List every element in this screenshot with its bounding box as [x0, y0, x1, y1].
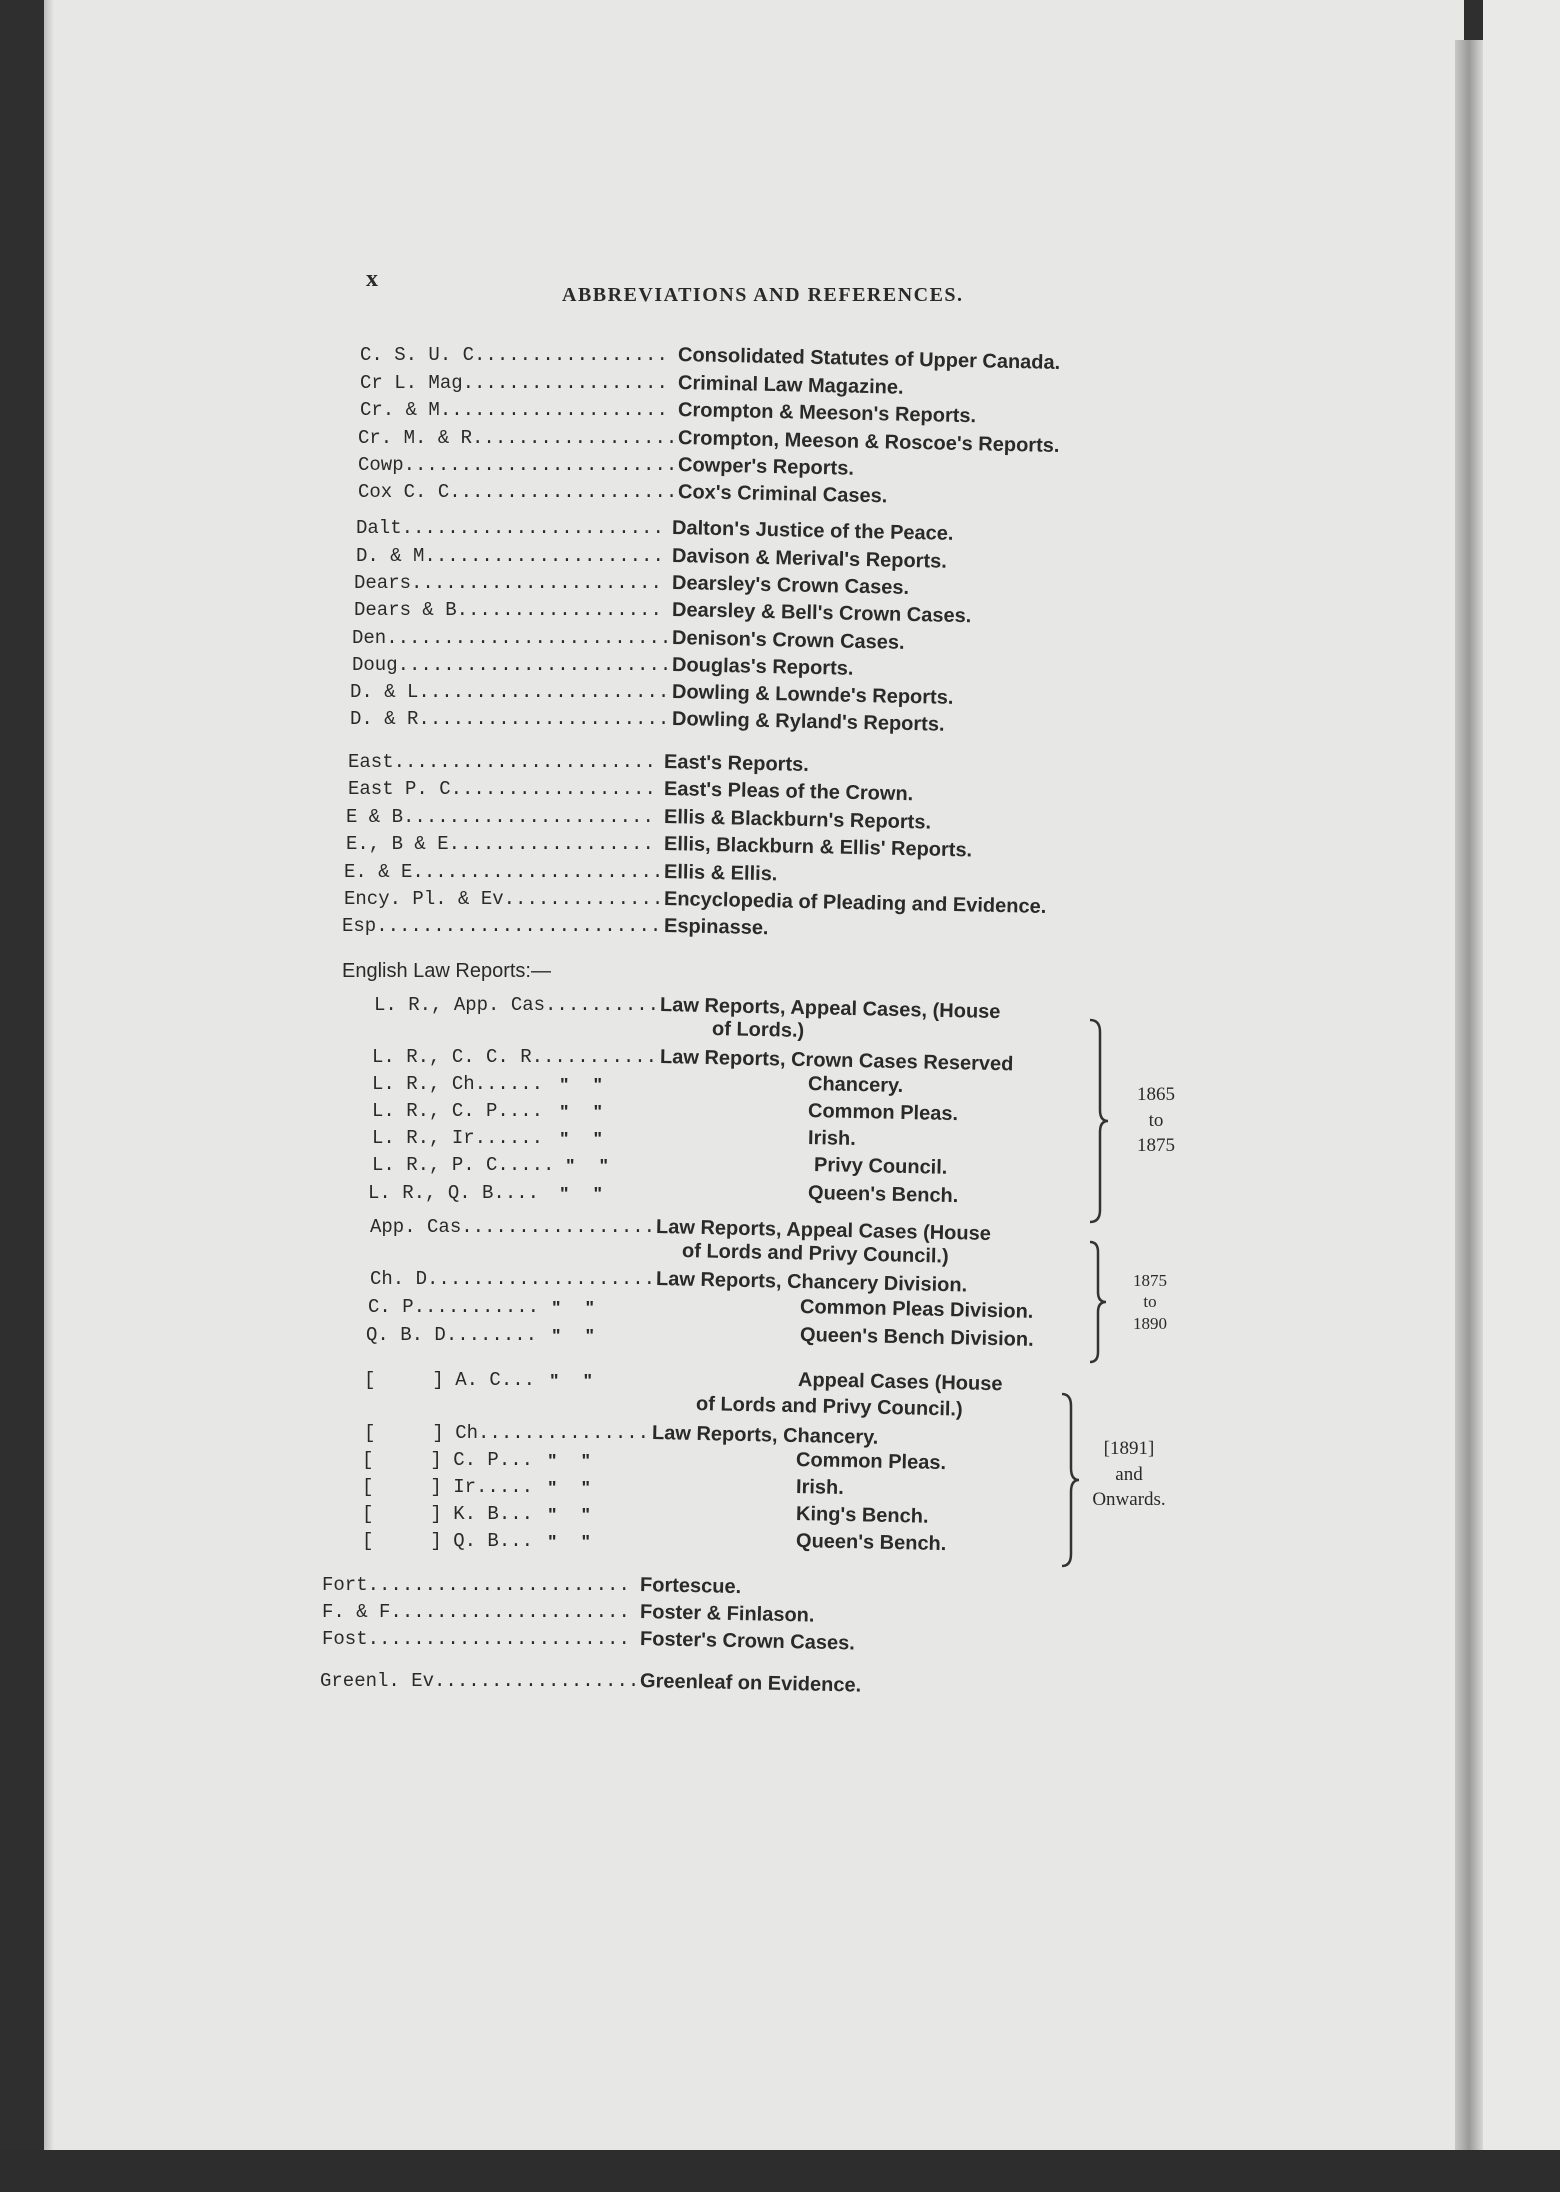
- definition: Irish.: [807, 1127, 857, 1150]
- definition: Irish.: [795, 1476, 845, 1499]
- entry-abbreviation: [368, 1296, 539, 1318]
- year-end: 1890: [1133, 1313, 1167, 1333]
- entry-abbreviation: [346, 833, 654, 855]
- ditto-marks: " ": [548, 1505, 591, 1525]
- leader-dots: ......................: [411, 572, 662, 594]
- abbreviation: Ch. D.: [370, 1268, 439, 1290]
- entry-abbreviation: [372, 1154, 554, 1176]
- abbreviation: D. & M.: [356, 545, 436, 567]
- abbreviation: Doug: [352, 654, 398, 676]
- page-heading: ABBREVIATIONS AND REFERENCES.: [562, 284, 964, 306]
- leader-dots: ..........: [545, 994, 660, 1016]
- entry-abbreviation: [362, 1476, 533, 1498]
- leader-dots: ..........: [425, 1296, 540, 1318]
- entry-abbreviation: [358, 481, 677, 503]
- leader-dots: ..: [510, 1530, 534, 1552]
- definition: Queen's Bench.: [795, 1530, 947, 1556]
- definition: Davison & Merival's Reports.: [671, 545, 948, 573]
- year-start: 1865: [1137, 1084, 1175, 1105]
- year-start: 1875: [1133, 1271, 1167, 1290]
- entry-abbreviation: [354, 599, 662, 621]
- definition: Appeal Cases (House: [797, 1369, 1003, 1396]
- leader-dots: .....: [486, 1127, 544, 1149]
- abbreviation: Greenl. Ev: [320, 1670, 435, 1692]
- ditto-marks: " ": [560, 1184, 603, 1204]
- abbreviation: [ ] Ir.: [362, 1476, 488, 1498]
- english-law-reports-heading: English Law Reports:—: [342, 960, 551, 982]
- ditto-marks: " ": [560, 1129, 603, 1149]
- page-number: x: [366, 266, 378, 292]
- definition: Law Reports, Appeal Cases, (House: [659, 994, 1001, 1024]
- leader-dots: .........................: [386, 627, 672, 649]
- definition: Dearsley & Bell's Crown Cases.: [671, 599, 972, 628]
- abbreviation: [ ] K. B.: [362, 1503, 511, 1525]
- abbreviation: Cr. & M.: [360, 399, 452, 421]
- year-end: Onwards.: [1092, 1489, 1166, 1511]
- entry-abbreviation: [322, 1628, 630, 1650]
- leader-dots: ..: [510, 1503, 534, 1525]
- entry-abbreviation: [374, 994, 659, 1016]
- definition: Dalton's Justice of the Peace.: [671, 517, 954, 545]
- abbreviation: C. S. U. C.: [360, 344, 486, 366]
- leader-dots: ...............: [478, 1422, 650, 1444]
- page-edge: [1455, 40, 1483, 2192]
- definition: Foster & Finlason.: [639, 1601, 815, 1627]
- leader-dots: .................: [460, 833, 654, 855]
- definition: Dowling & Lownde's Reports.: [671, 681, 954, 709]
- leader-dots: ...................: [460, 481, 678, 503]
- leader-dots: .......................: [367, 1628, 630, 1650]
- leader-dots: .......................: [415, 454, 678, 476]
- entry-abbreviation: [354, 572, 662, 594]
- ditto-marks: " ": [560, 1102, 603, 1122]
- definition-continuation: of Lords and Privy Council.): [681, 1240, 949, 1268]
- leader-dots: ..: [512, 1369, 536, 1391]
- leader-dots: ..............: [503, 888, 664, 910]
- definition: Common Pleas.: [795, 1449, 947, 1475]
- definition: Dearsley's Crown Cases.: [671, 572, 910, 599]
- leader-dots: ...: [504, 1182, 540, 1204]
- definition: Cox's Criminal Cases.: [677, 481, 888, 508]
- definition: Foster's Crown Cases.: [639, 1628, 856, 1655]
- brace-1875: [1086, 1240, 1116, 1364]
- abbreviation: D. & R.: [350, 708, 430, 730]
- entry-abbreviation: [352, 654, 671, 676]
- leader-dots: .......: [457, 1324, 538, 1346]
- abbreviation: Dears & B.: [354, 599, 469, 621]
- definition: Dowling & Ryland's Reports.: [671, 708, 945, 736]
- entry-abbreviation: [358, 454, 677, 476]
- leader-dots: ..........: [543, 1046, 658, 1068]
- ditto-marks: " ": [560, 1075, 603, 1095]
- scan-bottom-border: [0, 2150, 1560, 2192]
- years-1891-onwards: [1074, 1436, 1184, 1513]
- definition: Common Pleas Division.: [799, 1296, 1034, 1323]
- abbreviation: Q. B. D.: [366, 1324, 458, 1346]
- definition: Law Reports, Chancery.: [651, 1422, 879, 1449]
- year-start: [1891]: [1103, 1438, 1155, 1459]
- definition: East's Pleas of the Crown.: [663, 778, 914, 806]
- years-1865-1875: [1124, 1082, 1188, 1159]
- definition: Douglas's Reports.: [671, 654, 854, 680]
- ditto-marks: " ": [548, 1478, 591, 1498]
- ditto-marks: " ": [566, 1156, 609, 1176]
- definition: Denison's Crown Cases.: [671, 627, 905, 654]
- leader-dots: .......................: [367, 1574, 630, 1596]
- abbreviation: Fort: [322, 1574, 368, 1596]
- abbreviation: F. & F.: [322, 1601, 402, 1623]
- definition: Law Reports, Chancery Division.: [655, 1268, 968, 1297]
- entry-abbreviation: [372, 1127, 543, 1149]
- abbreviation: L. R., C. P.: [372, 1100, 509, 1122]
- ditto-marks: " ": [552, 1326, 595, 1346]
- definition: Criminal Law Magazine.: [677, 372, 904, 399]
- entry-abbreviation: [364, 1422, 649, 1444]
- leader-dots: ........................: [397, 654, 672, 676]
- definition: Crompton, Meeson & Roscoe's Reports.: [677, 427, 1060, 457]
- abbreviation: Den: [352, 627, 387, 649]
- entry-abbreviation: [370, 1268, 655, 1290]
- leader-dots: ....: [487, 1476, 534, 1498]
- abbreviation: L. R., App. Cas: [374, 994, 546, 1016]
- leader-dots: ......: [474, 1073, 544, 1095]
- leader-dots: ...................: [451, 399, 668, 421]
- entry-abbreviation: [366, 1324, 537, 1346]
- leader-dots: ................: [485, 344, 668, 366]
- abbreviation: L. R., Ir.: [372, 1127, 487, 1149]
- definition: East's Reports.: [663, 751, 810, 777]
- definition: Ellis & Ellis.: [663, 861, 778, 886]
- abbreviation: East P. C.: [348, 778, 463, 800]
- brace-1865: [1086, 1018, 1116, 1224]
- definition: Queen's Bench Division.: [799, 1324, 1034, 1351]
- definition: Ellis & Blackburn's Reports.: [663, 806, 932, 834]
- abbreviation: Cr. M. & R.: [358, 427, 484, 449]
- entry-abbreviation: [370, 1216, 655, 1238]
- year-end: 1875: [1137, 1135, 1175, 1157]
- years-1875-1890: [1120, 1270, 1180, 1334]
- entry-abbreviation: [348, 778, 656, 800]
- entry-abbreviation: [360, 399, 668, 421]
- leader-dots: .....................: [429, 708, 670, 730]
- leader-dots: ..................: [434, 1670, 640, 1692]
- entry-abbreviation: [362, 1449, 533, 1471]
- entry-abbreviation: [356, 517, 664, 539]
- definition: Consolidated Statutes of Upper Canada.: [677, 344, 1061, 375]
- entry-abbreviation: [364, 1369, 535, 1391]
- leader-dots: ....................: [435, 545, 664, 567]
- abbreviation: L. R., C. C. R.: [372, 1046, 544, 1068]
- abbreviation: Cox C. C.: [358, 481, 461, 503]
- definition: Ellis, Blackburn & Ellis' Reports.: [663, 833, 973, 862]
- definition: Fortescue.: [639, 1574, 742, 1599]
- entry-abbreviation: [346, 806, 654, 828]
- ditto-marks: " ": [548, 1451, 591, 1471]
- leader-dots: ..: [510, 1449, 534, 1471]
- definition: Queen's Bench.: [807, 1182, 959, 1208]
- definition: Law Reports, Appeal Cases (House: [655, 1216, 992, 1246]
- abbreviation: E., B & E.: [346, 833, 461, 855]
- entry-abbreviation: [344, 888, 663, 910]
- abbreviation: East: [348, 751, 394, 773]
- leader-dots: .....................: [429, 681, 670, 703]
- leader-dots: .................: [468, 599, 662, 621]
- abbreviation: E. & E.: [344, 861, 424, 883]
- abbreviation: L. R., P. C.: [372, 1154, 509, 1176]
- abbreviation: Esp.: [342, 915, 388, 937]
- year-to: to: [1148, 1109, 1164, 1131]
- definition: Cowper's Reports.: [677, 454, 855, 480]
- year-to: to: [1143, 1292, 1157, 1312]
- entry-abbreviation: [358, 427, 677, 449]
- definition: Greenleaf on Evidence.: [639, 1670, 862, 1697]
- leader-dots: ....: [508, 1154, 555, 1176]
- definition: Chancery.: [807, 1073, 904, 1097]
- definition: Crompton & Meeson's Reports.: [677, 399, 977, 428]
- leader-dots: ...................: [438, 1268, 656, 1290]
- definition-continuation: of Lords and Privy Council.): [695, 1393, 963, 1421]
- ditto-marks: " ": [548, 1532, 591, 1552]
- leader-dots: .................: [462, 778, 656, 800]
- year-to: and: [1115, 1463, 1143, 1485]
- entry-abbreviation: [372, 1073, 543, 1095]
- entry-abbreviation: [360, 372, 668, 394]
- abbreviation: C. P.: [368, 1296, 426, 1318]
- abbreviation: Cowp.: [358, 454, 416, 476]
- abbreviation: App. Cas: [370, 1216, 462, 1238]
- leader-dots: ...: [508, 1100, 544, 1122]
- entry-abbreviation: [372, 1046, 657, 1068]
- abbreviation: Cr L. Mag: [360, 372, 463, 394]
- entry-abbreviation: [350, 708, 669, 730]
- ditto-marks: " ": [552, 1298, 595, 1318]
- abbreviation: L. R., Ch: [372, 1073, 475, 1095]
- entry-abbreviation: [352, 627, 671, 649]
- leader-dots: .....................: [423, 861, 664, 883]
- ditto-marks: " ": [550, 1371, 593, 1391]
- definition-continuation: of Lords.): [711, 1018, 805, 1042]
- abbreviation: [ ] C. P.: [362, 1449, 511, 1471]
- definition: Encyclopedia of Pleading and Evidence.: [663, 888, 1047, 919]
- abbreviation: Fost: [322, 1628, 368, 1650]
- entry-abbreviation: [368, 1182, 539, 1204]
- abbreviation: [ ] Q. B.: [362, 1530, 511, 1552]
- abbreviation: L. R., Q. B.: [368, 1182, 505, 1204]
- book-page: [44, 0, 1464, 2192]
- abbreviation: Dears: [354, 572, 412, 594]
- leader-dots: .......................: [393, 751, 656, 773]
- entry-abbreviation: [356, 545, 664, 567]
- abbreviation: [ ] Ch: [364, 1422, 479, 1444]
- leader-dots: .................: [461, 1216, 656, 1238]
- entry-abbreviation: [348, 751, 656, 773]
- leader-dots: .......................: [401, 517, 664, 539]
- abbreviation: D. & L.: [350, 681, 430, 703]
- abbreviation: Dalt: [356, 517, 402, 539]
- entry-abbreviation: [362, 1503, 533, 1525]
- entry-abbreviation: [342, 915, 661, 937]
- page-gutter-shadow: [44, 0, 54, 2192]
- definition: Espinasse.: [663, 915, 769, 940]
- leader-dots: ....................: [401, 1601, 630, 1623]
- leader-dots: ........................: [387, 915, 662, 937]
- definition: Law Reports, Crown Cases Reserved: [659, 1046, 1014, 1076]
- abbreviation: E & B.: [346, 806, 415, 828]
- entry-abbreviation: [344, 861, 663, 883]
- abbreviation: Ency. Pl. & Ev: [344, 888, 504, 910]
- entry-abbreviation: [360, 344, 668, 366]
- leader-dots: .................: [483, 427, 678, 449]
- abbreviation: [ ] A. C.: [364, 1369, 513, 1391]
- entry-abbreviation: [362, 1530, 533, 1552]
- entry-abbreviation: [322, 1601, 630, 1623]
- definition: King's Bench.: [795, 1503, 929, 1528]
- leader-dots: .....................: [414, 806, 654, 828]
- facing-page: [1483, 0, 1560, 2192]
- entry-abbreviation: [372, 1100, 543, 1122]
- leader-dots: ..................: [462, 372, 668, 394]
- entry-abbreviation: [350, 681, 669, 703]
- entry-abbreviation: [320, 1670, 639, 1692]
- definition: Common Pleas.: [807, 1100, 959, 1126]
- entry-abbreviation: [322, 1574, 630, 1596]
- definition: Privy Council.: [813, 1154, 948, 1179]
